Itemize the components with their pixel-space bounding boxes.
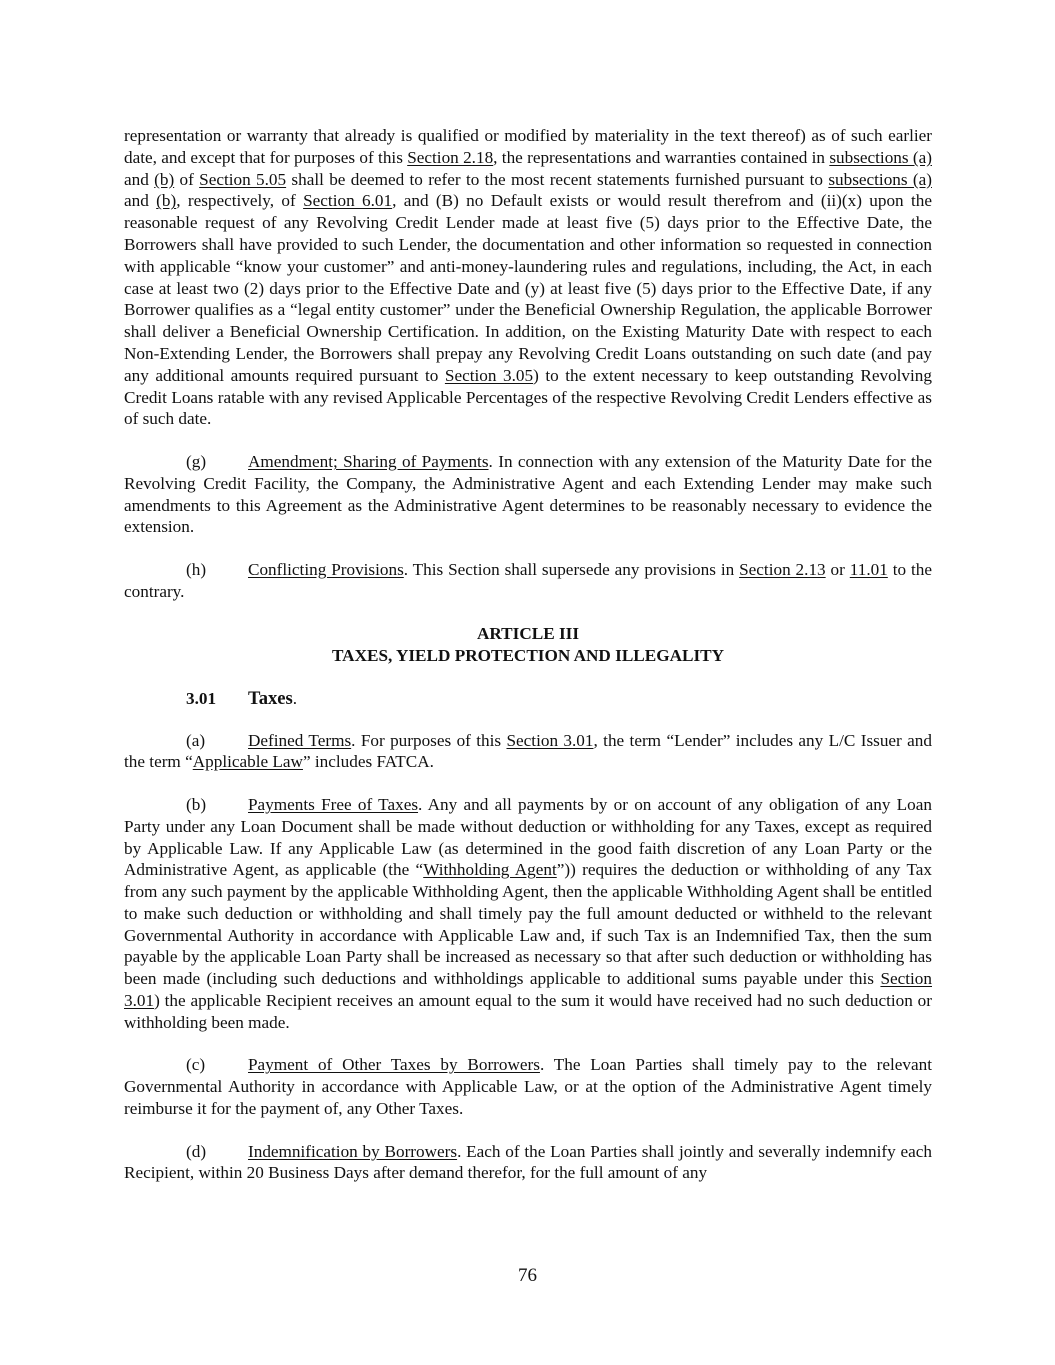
xref-link: Section 6.01 bbox=[303, 191, 393, 211]
section-heading: 3.01 Taxes. bbox=[186, 687, 298, 709]
clause-heading: Conflicting Provisions bbox=[248, 559, 404, 579]
xref-link: Section 3.01 bbox=[506, 730, 594, 750]
paragraph-d: (d) Indemnification by Borrowers. Each of the Loan Parties shall jointly and severally indemnify each Recipient, within 20 Business Days after demand therefor, for the full amount of any bbox=[124, 1141, 932, 1183]
article-heading bbox=[124, 623, 932, 667]
defined-term: Withholding Agent bbox=[423, 860, 557, 880]
xref-link: Section 2.13 bbox=[739, 559, 826, 579]
section-number: 3.01 bbox=[186, 688, 217, 708]
clause-heading: Payments Free of Taxes bbox=[248, 794, 419, 814]
xref-link: Section 3.05 bbox=[444, 365, 534, 385]
xref-link: Section 3.01 bbox=[124, 969, 932, 1011]
paragraph-a: (a) Defined Terms. For purposes of this Section 3.01, the term “Lender” includes any L/C Issuer and the term “Applicable Law” includes FATCA. bbox=[124, 730, 932, 772]
paragraph-g: (g) Amendment; Sharing of Payments. In connection with any extension of the Maturity Date for the Revolving Credit Facility, the Company, the Administrative Agent and each Extending Lender may make such amendments to this Agreement as the Administrative Agent determines to be reasonably necessary to evidence the extension. bbox=[124, 451, 932, 537]
clause-number: (g) bbox=[186, 451, 207, 471]
clause-heading: Amendment; Sharing of Payments bbox=[248, 451, 489, 471]
clause-number: (h) bbox=[186, 559, 207, 579]
paragraph-h: (h) Conflicting Provisions. This Section shall supersede any provisions in Section 2.13 or 11.01 to the contrary. bbox=[124, 559, 932, 601]
xref-link: (b) bbox=[154, 169, 175, 189]
clause-heading: Payment of Other Taxes by Borrowers bbox=[248, 1055, 540, 1075]
paragraph-b: (b) Payments Free of Taxes. Any and all payments by or on account of any obligation of any Loan Party under any Loan Document shall be made without deduction or withholding for any Taxes, except as required by Applicable Law. If any Applicable Law (as determined in the good faith discretion of any Loan Party or the Administrative Agent, as applicable (the “Withholding Agent”)) requires the deduction or withholding of any Tax from any such payment by the applicable Withholding Agent, then the applicable Withholding Agent shall be entitled to make such deduction or withholding and shall timely pay the full amount deducted or withheld to the relevant Governmental Authority in accordance with Applicable Law and, if such Tax is an Indemnified Tax, then the sum payable by the applicable Loan Party shall be increased as necessary so that after such deduction or withholding has been made (including such deductions and withholdings applicable to additional sums payable under this Section 3.01) the applicable Recipient receives an amount equal to the sum it would have received had no such deduction or withholding been made. bbox=[124, 794, 932, 1032]
clause-number: (b) bbox=[186, 794, 207, 814]
xref-link: 11.01 bbox=[849, 559, 888, 579]
article-title: TAXES, YIELD PROTECTION AND ILLEGALITY bbox=[331, 646, 725, 666]
document-page bbox=[124, 125, 932, 1205]
clause-heading: Defined Terms bbox=[248, 730, 352, 750]
clause-number: (d) bbox=[186, 1141, 207, 1161]
defined-term: Applicable Law bbox=[192, 752, 303, 772]
xref-link: subsections (a) bbox=[829, 147, 932, 167]
clause-heading: Indemnification by Borrowers bbox=[248, 1141, 458, 1161]
page-number: 76 bbox=[518, 1265, 537, 1286]
clause-number: (a) bbox=[186, 730, 206, 750]
xref-link: Section 5.05 bbox=[199, 169, 287, 189]
section-title: Taxes bbox=[248, 687, 293, 709]
continuation-paragraph: representation or warranty that already is qualified or modified by materiality in the text thereof) as of such earlier date, and except that for purposes of this Section 2.18, the representations and warranties contained in subsections (a) and (b) of Section 5.05 shall be deemed to refer to the most recent statements furnished pursuant to subsections (a) and (b), respectively, of Section 6.01, and (B) no Default exists or would result therefrom and (ii)(x) upon the reasonable request of any Revolving Credit Lender made at least five (5) days prior to the Effective Date, the Borrowers shall have provided to such Lender, the documentation and other information so requested in connection with applicable “know your customer” and anti-money-laundering rules and regulations, including, the Act, in each case at least two (2) days prior to the Effective Date and (y) at least five (5) days prior to the Effective Date, if any Borrower qualifies as a “legal entity customer” under the Beneficial Ownership Regulation, the applicable Borrower shall deliver a Beneficial Ownership Certification. In addition, on the Existing Maturity Date with respect to each Non-Extending Lender, the Borrowers shall prepay any Revolving Credit Loans outstanding on such date (and pay any additional amounts required pursuant to Section 3.05) to the extent necessary to keep outstanding Revolving Credit Loans ratable with any revised Applicable Percentages of the respective Revolving Credit Lenders effective as of such date. bbox=[124, 126, 932, 429]
xref-link: Section 2.18 bbox=[407, 147, 494, 167]
paragraph-c: (c) Payment of Other Taxes by Borrowers. The Loan Parties shall timely pay to the relevant Governmental Authority in accordance with Applicable Law, or at the option of the Administrative Agent timely reimburse it for the payment of, any Other Taxes. bbox=[124, 1055, 932, 1119]
clause-number: (c) bbox=[186, 1055, 206, 1075]
xref-link: (b) bbox=[156, 191, 177, 211]
article-number: ARTICLE III bbox=[476, 624, 580, 644]
xref-link: subsections (a) bbox=[828, 169, 932, 189]
